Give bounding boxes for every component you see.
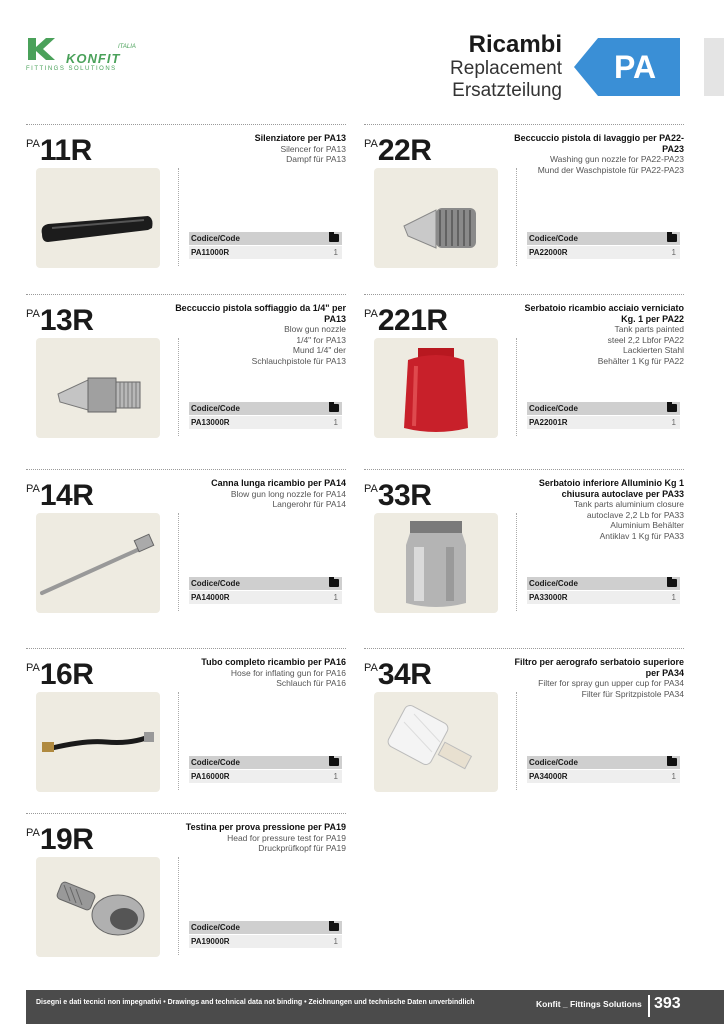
table-row <box>189 935 342 948</box>
product-description <box>171 133 346 165</box>
section-tab-label: PA <box>614 49 657 85</box>
code-prefix: PA <box>364 308 378 320</box>
folder-icon <box>667 234 677 242</box>
product-card-pa19r <box>26 813 346 993</box>
description-line-3: Lackierten Stahl <box>623 345 684 355</box>
code-table <box>527 402 680 429</box>
description-line-2: Filter für Spritzpistole PA34 <box>581 688 684 699</box>
description-italian: Tubo completo ricambio per PA16 <box>201 657 346 667</box>
product-image-filter <box>374 692 498 792</box>
description-line-4: Schlauchpistole für PA13 <box>251 355 346 366</box>
table-row <box>189 246 342 259</box>
product-image-long-nozzle <box>36 513 160 613</box>
table-header <box>189 577 342 590</box>
article-code: PA22001R <box>529 418 568 427</box>
description-line-4: Behälter 1 Kg für PA22 <box>597 355 684 366</box>
table-header-label: Codice/Code <box>529 579 578 588</box>
quantity: 1 <box>333 418 338 427</box>
code-prefix: PA <box>364 483 378 495</box>
code-table <box>189 232 342 259</box>
description-line-3: Mund 1/4" der <box>292 345 346 355</box>
product-description <box>171 478 346 510</box>
description-italian: Beccuccio pistola di lavaggio per PA22-PA23 <box>514 133 684 154</box>
code-prefix: PA <box>26 662 40 674</box>
product-code <box>26 304 93 338</box>
logo-brand: KONFIT <box>66 51 121 66</box>
separator <box>516 338 517 436</box>
product-code <box>26 134 92 168</box>
code-number: 221R <box>377 304 448 337</box>
divider <box>364 648 684 649</box>
table-row <box>527 416 680 429</box>
description-line-2: Schlauch für PA16 <box>276 678 346 688</box>
article-code: PA13000R <box>191 418 230 427</box>
code-number: 34R <box>377 658 432 691</box>
description-italian: Filtro per aerografo serbatoio superiore per PA34 <box>514 657 684 678</box>
table-header <box>527 577 680 590</box>
separator <box>516 513 517 611</box>
folder-icon <box>667 404 677 412</box>
code-number: 22R <box>377 134 432 167</box>
product-card-pa221r <box>364 294 684 474</box>
description-line-4: Antiklav 1 Kg für PA33 <box>599 530 684 541</box>
product-description <box>171 303 346 366</box>
article-code: PA33000R <box>529 593 568 602</box>
product-description <box>509 478 684 541</box>
quantity: 1 <box>333 772 338 781</box>
divider <box>364 294 684 295</box>
description-italian: Testina per prova pressione per PA19 <box>185 822 346 832</box>
code-number: 33R <box>377 479 432 512</box>
product-image-hose <box>36 692 160 792</box>
code-table <box>189 402 342 429</box>
code-prefix: PA <box>364 138 378 150</box>
footer-brand: Konfit _ Fittings Solutions <box>536 999 642 1009</box>
article-code: PA14000R <box>191 593 230 602</box>
table-header <box>527 232 680 245</box>
quantity: 1 <box>671 418 676 427</box>
logo-country: ITALIA <box>118 44 136 50</box>
code-number: 13R <box>39 304 94 337</box>
konfit-logo-mark-icon <box>26 36 56 62</box>
title-german: Ersatzteilung <box>452 80 562 101</box>
code-prefix: PA <box>364 662 378 674</box>
page-title <box>450 32 562 102</box>
description-line-2: Mund der Waschpistole für PA22-PA23 <box>537 164 684 175</box>
product-card-pa33r <box>364 469 684 649</box>
table-header-label: Codice/Code <box>191 579 240 588</box>
product-image-silencer <box>36 168 160 268</box>
folder-icon <box>329 758 339 766</box>
product-code <box>364 134 431 168</box>
description-italian: Canna lunga ricambio per PA14 <box>211 478 346 488</box>
table-header <box>189 756 342 769</box>
table-row <box>189 416 342 429</box>
product-code <box>26 658 93 692</box>
divider <box>26 813 346 814</box>
product-card-pa34r <box>364 648 684 828</box>
edge-bar <box>704 38 724 96</box>
product-code <box>26 479 93 513</box>
product-code <box>364 304 448 338</box>
code-table <box>189 577 342 604</box>
product-card-pa16r <box>26 648 346 828</box>
description-line-2: Druckprüfkopf für PA19 <box>258 843 346 853</box>
quantity: 1 <box>333 248 338 257</box>
code-prefix: PA <box>26 483 40 495</box>
description-line-1: Tank parts painted <box>614 324 684 334</box>
quantity: 1 <box>671 772 676 781</box>
product-image-pressure-head <box>36 857 160 957</box>
description-italian: Beccuccio pistola soffiaggio da 1/4" per PA13 <box>175 303 346 324</box>
article-code: PA19000R <box>191 937 230 946</box>
description-line-1: Hose for inflating gun for PA16 <box>230 667 346 678</box>
description-italian: Serbatoio inferiore Alluminio Kg 1 chiusura autoclave per PA33 <box>538 478 684 499</box>
article-code: PA34000R <box>529 772 568 781</box>
separator <box>516 168 517 266</box>
description-line-1: Blow gun nozzle <box>284 324 346 334</box>
product-card-pa13r <box>26 294 346 474</box>
table-row <box>527 770 680 783</box>
table-header <box>189 921 342 934</box>
table-header-label: Codice/Code <box>529 404 578 413</box>
description-line-1: Blow gun long nozzle for PA14 <box>230 488 346 499</box>
divider <box>26 469 346 470</box>
divider <box>364 124 684 125</box>
article-code: PA16000R <box>191 772 230 781</box>
separator <box>178 338 179 436</box>
code-number: 19R <box>39 823 94 856</box>
table-header <box>189 232 342 245</box>
product-card-pa22r <box>364 124 684 304</box>
title-english: Replacement <box>450 58 562 79</box>
quantity: 1 <box>333 937 338 946</box>
description-line-1: Filter for spray gun upper cup for PA34 <box>538 678 684 688</box>
folder-icon <box>329 579 339 587</box>
table-row <box>527 591 680 604</box>
table-row <box>527 246 680 259</box>
code-prefix: PA <box>26 827 40 839</box>
description-line-2: 1/4" for PA13 <box>296 334 346 345</box>
code-number: 16R <box>39 658 94 691</box>
product-code <box>364 479 431 513</box>
separator <box>178 857 179 955</box>
article-code: PA22000R <box>529 248 568 257</box>
product-card-pa11r <box>26 124 346 304</box>
footer-separator <box>648 995 650 1017</box>
description-italian: Serbatoio ricambio acciaio verniciato Kg. 1 per PA22 <box>524 303 684 324</box>
product-card-pa14r <box>26 469 346 649</box>
code-table <box>527 577 680 604</box>
description-line-3: Aluminium Behälter <box>610 520 684 530</box>
description-italian: Silenziatore per PA13 <box>254 133 346 143</box>
folder-icon <box>329 404 339 412</box>
table-header-label: Codice/Code <box>191 923 240 932</box>
table-row <box>189 591 342 604</box>
table-header-label: Codice/Code <box>191 758 240 767</box>
product-description <box>509 133 684 175</box>
folder-icon <box>667 579 677 587</box>
product-description <box>171 657 346 689</box>
product-image-washing-nozzle <box>374 168 498 268</box>
description-line-1: Head for pressure test for PA19 <box>227 832 346 843</box>
section-tab <box>574 38 680 96</box>
table-header-label: Codice/Code <box>529 758 578 767</box>
separator <box>178 692 179 790</box>
code-number: 11R <box>39 134 92 167</box>
product-code <box>26 823 93 857</box>
product-image-aluminium-tank <box>374 513 498 613</box>
logo-tagline: FITTINGS SOLUTIONS <box>26 66 117 72</box>
code-table <box>189 921 342 948</box>
table-header-label: Codice/Code <box>529 234 578 243</box>
title-italian: Ricambi <box>468 31 562 58</box>
code-table <box>527 232 680 259</box>
description-line-1: Washing gun nozzle for PA22-PA23 <box>549 154 684 164</box>
table-header-label: Codice/Code <box>191 234 240 243</box>
separator <box>516 692 517 790</box>
product-image-red-tank <box>374 338 498 438</box>
folder-icon <box>329 923 339 931</box>
product-description <box>509 657 684 699</box>
table-header <box>527 756 680 769</box>
code-number: 14R <box>39 479 94 512</box>
product-description <box>171 822 346 854</box>
divider <box>26 294 346 295</box>
description-line-1: Tank parts aluminium closure <box>573 499 684 509</box>
description-line-2: Langerohr für PA14 <box>272 499 346 509</box>
product-code <box>364 658 431 692</box>
code-table <box>527 756 680 783</box>
company-logo <box>26 36 138 76</box>
separator <box>178 168 179 266</box>
footer <box>26 990 724 1024</box>
code-table <box>189 756 342 783</box>
code-prefix: PA <box>26 138 40 150</box>
description-line-2: Dampf für PA13 <box>286 154 346 164</box>
divider <box>364 469 684 470</box>
quantity: 1 <box>671 248 676 257</box>
divider <box>26 124 346 125</box>
code-prefix: PA <box>26 308 40 320</box>
table-header-label: Codice/Code <box>191 404 240 413</box>
product-description <box>509 303 684 366</box>
article-code: PA11000R <box>191 248 230 257</box>
description-line-1: Silencer for PA13 <box>280 143 346 154</box>
quantity: 1 <box>671 593 676 602</box>
description-line-2: autoclave 2,2 Lb for PA33 <box>586 509 684 520</box>
footer-disclaimer: Disegni e dati tecnici non impegnativi • Drawings and technical data not binding • Zeichnungen und technische Daten unverbindlich <box>36 999 475 1006</box>
folder-icon <box>667 758 677 766</box>
quantity: 1 <box>333 593 338 602</box>
table-header <box>189 402 342 415</box>
separator <box>178 513 179 611</box>
table-header <box>527 402 680 415</box>
description-line-2: steel 2,2 Lbfor PA22 <box>607 334 684 345</box>
table-row <box>189 770 342 783</box>
product-image-blow-nozzle <box>36 338 160 438</box>
divider <box>26 648 346 649</box>
page-number: 393 <box>654 995 681 1012</box>
folder-icon <box>329 234 339 242</box>
